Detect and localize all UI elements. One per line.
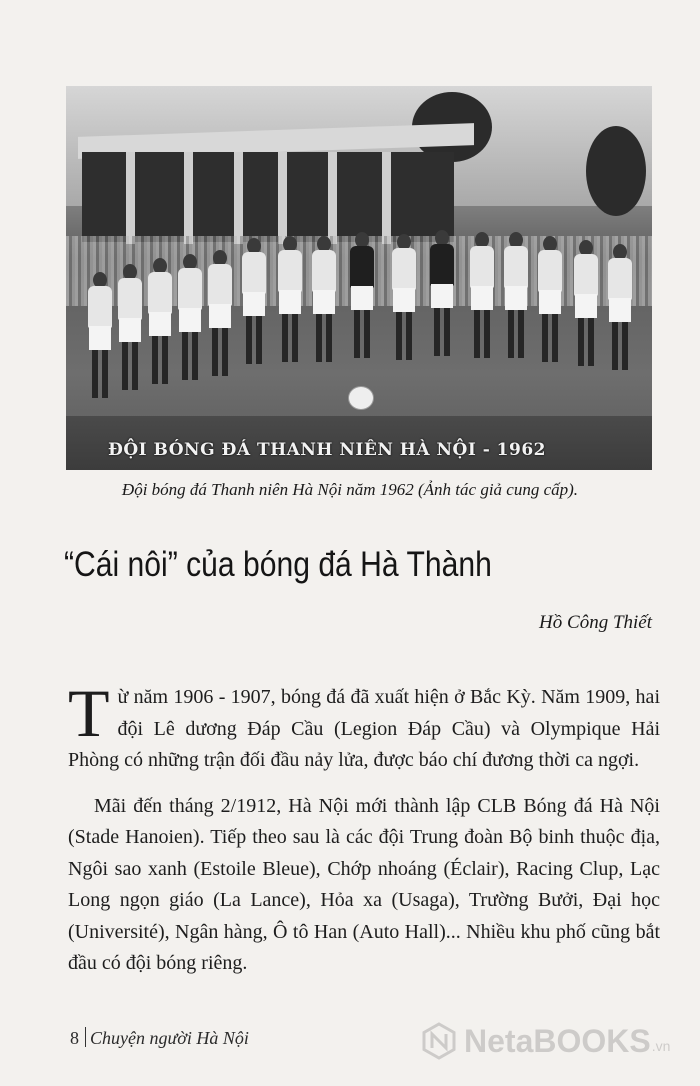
stand-pillar (278, 152, 287, 244)
watermark-text: NetaBOOKS (464, 1022, 651, 1059)
article-title: “Cái nôi” của bóng đá Hà Thành (64, 545, 492, 584)
photo-inline-caption: ĐỘI BÓNG ĐÁ THANH NIÊN HÀ NỘI - 1962 (108, 440, 546, 460)
netabooks-logo-icon (420, 1022, 458, 1060)
book-title: Chuyện người Hà Nội (90, 1028, 249, 1048)
team-photo (66, 86, 652, 470)
paragraph-1-text: ừ năm 1906 - 1907, bóng đá đã xuất hiện ở Bắc Kỳ. Năm 1909, hai đội Lê dương Đáp Cầu (Legion Đáp Cầu) và Olympique Hải Phòng có những trận đối đầu nảy lửa, được báo chí đương thời ca ngợi. (68, 686, 660, 771)
stand-pillar (126, 152, 135, 244)
photo-caption: Đội bóng đá Thanh niên Hà Nội năm 1962 (Ảnh tác giả cung cấp). (121, 480, 579, 499)
watermark-suffix: .vn (651, 1038, 671, 1054)
article-body (68, 675, 660, 980)
stand-pillar (234, 152, 243, 244)
stand-pillar (328, 152, 337, 244)
watermark (420, 1022, 670, 1060)
dropcap: T (68, 675, 110, 751)
article-author: Hồ Công Thiết (539, 612, 652, 633)
photo-tree (586, 126, 646, 216)
stand-body (82, 152, 454, 242)
stand-pillar (382, 152, 391, 244)
footer-separator (85, 1027, 86, 1047)
page-footer (70, 1027, 249, 1049)
paragraph-2: Mãi đến tháng 2/1912, Hà Nội mới thành lập CLB Bóng đá Hà Nội (Stade Hanoien). Tiếp theo sau là các đội Trung đoàn Bộ binh thuộc địa, Ngôi sao xanh (Estoile Bleue), Chớp nhoáng (Éclair), Racing Clup, Lạc Long ngọn giáo (La Lance), Hỏa xa (Usaga), Trường Bưởi, Đại học (Université), Ngân hàng, Ô tô Han (Auto Hall)... Nhiều khu phố cũng bắt đầu có đội bóng riêng. (68, 794, 660, 974)
stand-pillar (184, 152, 193, 244)
football (348, 386, 374, 410)
page-number: 8 (70, 1028, 79, 1048)
paragraph-1 (68, 675, 660, 777)
